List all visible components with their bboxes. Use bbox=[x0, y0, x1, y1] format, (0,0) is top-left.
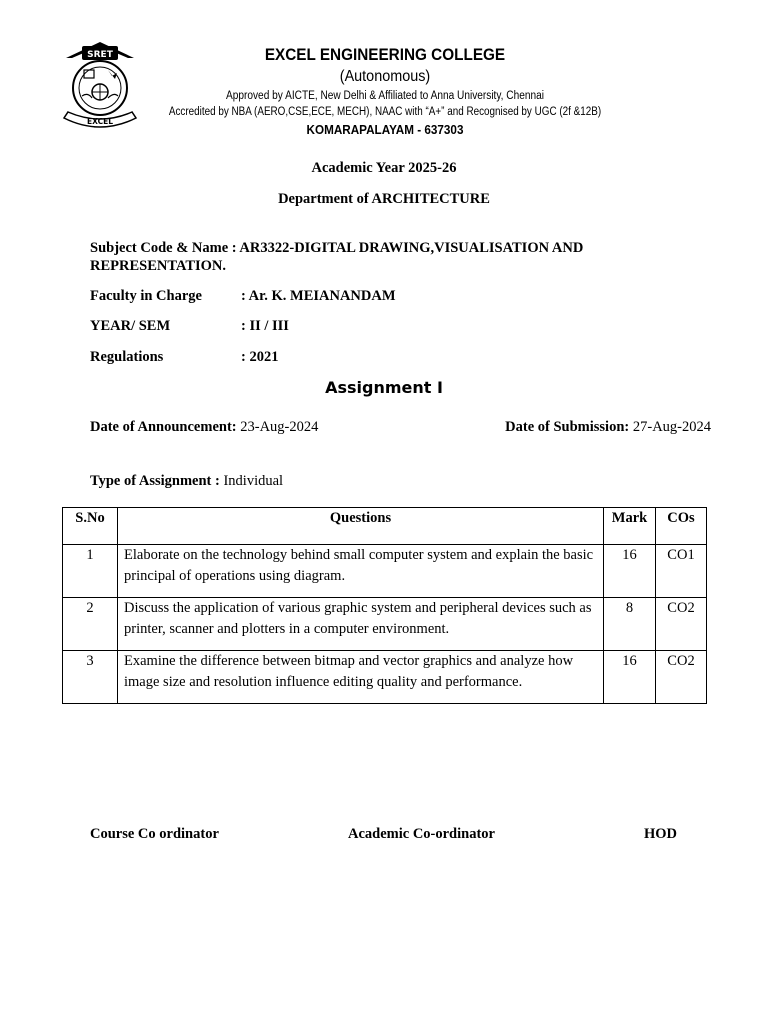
submission-label: Date of Submission: bbox=[505, 419, 630, 435]
college-name: EXCEL ENGINEERING COLLEGE bbox=[264, 45, 506, 64]
row-co: CO1 bbox=[656, 545, 707, 598]
department: Department of ARCHITECTURE bbox=[278, 191, 490, 207]
year-sem-label: YEAR/ SEM bbox=[90, 318, 171, 334]
assignment-type bbox=[90, 473, 283, 490]
table-header-row bbox=[63, 508, 707, 545]
row-question: Examine the difference between bitmap and vector graphics and analyze how image size and resolution influence editing quality and performance. bbox=[118, 651, 604, 704]
course-coordinator-signature: Course Co ordinator bbox=[90, 826, 219, 842]
subject-label: Subject Code & Name : bbox=[90, 240, 240, 256]
row-mark: 16 bbox=[604, 651, 656, 704]
college-logo bbox=[60, 40, 140, 132]
submission-value: 27-Aug-2024 bbox=[629, 419, 711, 435]
announcement-value: 23-Aug-2024 bbox=[236, 419, 319, 435]
logo-text-top: SRET bbox=[87, 50, 113, 60]
academic-year: Academic Year 2025-26 bbox=[311, 160, 457, 176]
row-sno: 3 bbox=[63, 651, 118, 704]
row-mark: 16 bbox=[604, 545, 656, 598]
row-question: Elaborate on the technology behind small computer system and explain the basic principal of operations using diagram. bbox=[118, 545, 604, 598]
type-label: Type of Assignment : bbox=[90, 473, 220, 489]
subject-line bbox=[90, 239, 650, 275]
table-row bbox=[63, 545, 707, 598]
faculty-label: Faculty in Charge bbox=[90, 288, 202, 304]
faculty-value: : Ar. K. MEIANANDAM bbox=[241, 288, 396, 304]
submission-date bbox=[505, 419, 711, 436]
table-row bbox=[63, 651, 707, 704]
row-sno: 1 bbox=[63, 545, 118, 598]
announcement-date bbox=[90, 419, 318, 436]
logo-text-bottom: EXCEL bbox=[86, 117, 114, 126]
hod-signature: HOD bbox=[644, 826, 678, 842]
row-co: CO2 bbox=[656, 598, 707, 651]
header-questions: Questions bbox=[118, 508, 604, 545]
announcement-label: Date of Announcement: bbox=[90, 419, 237, 435]
regulations-value: : 2021 bbox=[241, 349, 279, 365]
row-co: CO2 bbox=[656, 651, 707, 704]
table-row bbox=[63, 598, 707, 651]
accreditation-line: Accredited by NBA (AERO,CSE,ECE, MECH), NAAC with “A+” and Recognised by UGC (2f &12B) bbox=[168, 106, 602, 118]
header-sno: S.No bbox=[63, 508, 118, 545]
college-location: KOMARAPALAYAM - 637303 bbox=[306, 122, 464, 137]
regulations-label: Regulations bbox=[90, 349, 164, 365]
row-sno: 2 bbox=[63, 598, 118, 651]
college-emblem-icon bbox=[60, 40, 140, 132]
header-mark: Mark bbox=[604, 508, 656, 545]
questions-table bbox=[62, 507, 707, 704]
row-mark: 8 bbox=[604, 598, 656, 651]
approval-line: Approved by AICTE, New Delhi & Affiliated to Anna University, Chennai bbox=[225, 90, 545, 102]
year-sem-value: : II / III bbox=[241, 318, 289, 334]
subject-value: AR3322-DIGITAL DRAWING,VISUALISATION AND REPRESENTATION. bbox=[90, 240, 584, 274]
row-question: Discuss the application of various graphic system and peripheral devices such as printer, scanner and plotters in a computer environment. bbox=[118, 598, 604, 651]
assignment-title: Assignment I bbox=[325, 378, 443, 397]
header-cos: COs bbox=[656, 508, 707, 545]
autonomous-label: (Autonomous) bbox=[339, 68, 431, 85]
academic-coordinator-signature: Academic Co-ordinator bbox=[348, 826, 495, 842]
type-value: Individual bbox=[219, 473, 284, 489]
